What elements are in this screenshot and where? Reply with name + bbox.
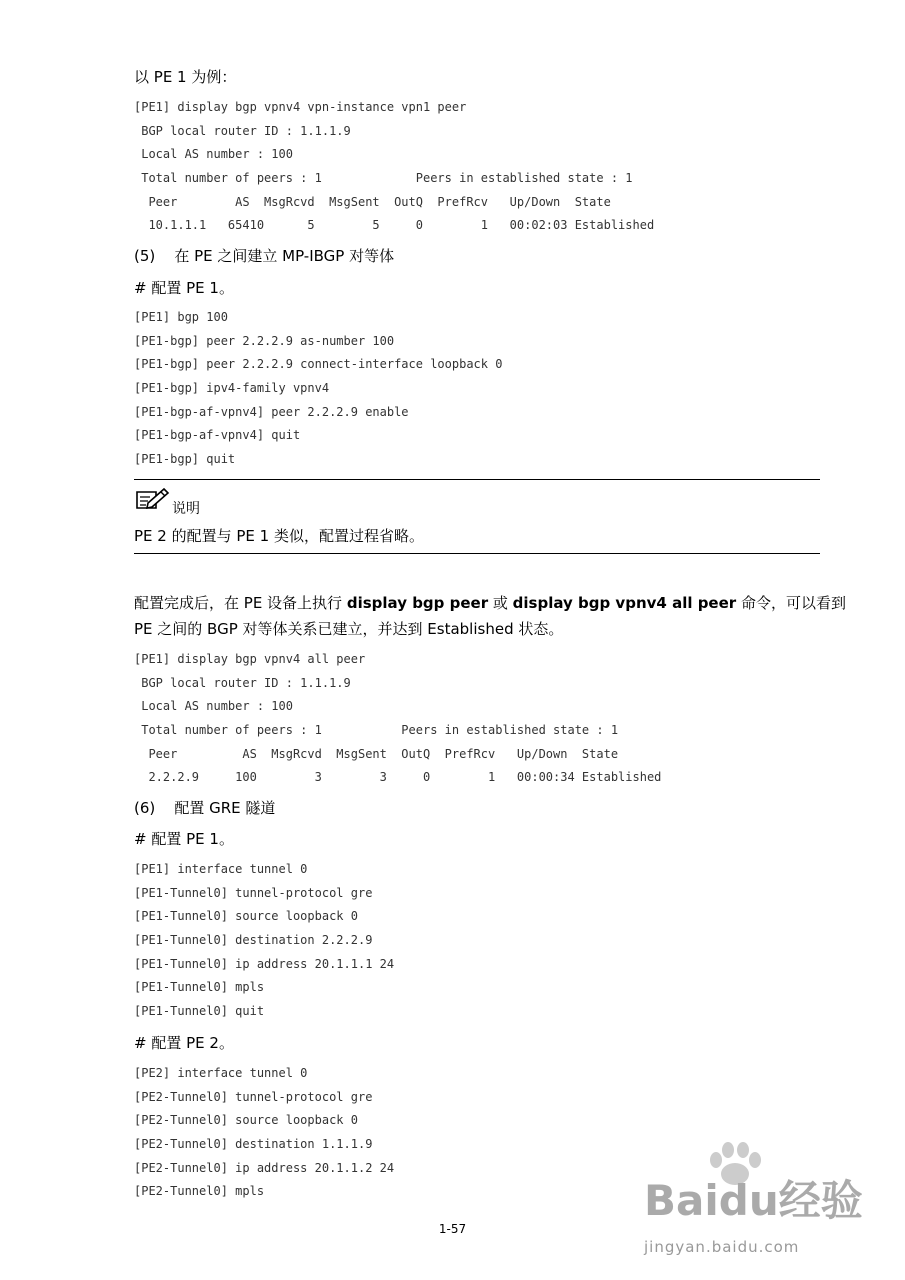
result-paragraph-line-2: PE 之间的 BGP 对等体关系已建立，并达到 Established 状态。 [134,620,564,638]
para-text-1: 配置完成后，在 PE 设备上执行 [134,594,347,612]
page-number: 1-57 [438,1222,467,1236]
code-block-peer-all: [PE1] display bgp vpnv4 all peer BGP local router ID : 1.1.1.9 Local AS number : 100 Total number of peers : 1 Peers in established state : 1 Peer AS MsgRcvd MsgSent OutQ PrefRcv Up/Down State 2.2.2.9 100 3 3 0 1 00:00:34 Established [134,652,662,785]
note-title: 说明 [172,501,200,517]
code-block-bgp-config: [PE1] bgp 100 [PE1-bgp] peer 2.2.2.9 as-number 100 [PE1-bgp] peer 2.2.2.9 connect-interface loopback 0 [PE1-bgp] ipv4-family vpnv4 [PE1-bgp-af-vpnv4] peer 2.2.2.9 enable [PE1-bgp-af-vpnv4] quit [PE1-bgp] quit [134,310,503,466]
config-pe1-heading-2: # 配置 PE 1。 [134,830,234,848]
config-pe1-heading: # 配置 PE 1。 [134,279,234,297]
code-block-tunnel-pe1: [PE1] interface tunnel 0 [PE1-Tunnel0] tunnel-protocol gre [PE1-Tunnel0] source loopback 0 [PE1-Tunnel0] destination 2.2.2.9 [PE1-Tunnel0] ip address 20.1.1.1 24 [PE1-Tunnel0] mpls [PE1-Tunnel0] quit [134,862,395,1018]
step-6-heading: (6) 配置 GRE 隧道 [134,799,276,817]
command-display-bgp-peer: display bgp peer [346,594,489,612]
note-body: PE 2 的配置与 PE 1 类似，配置过程省略。 [134,527,424,545]
command-display-bgp-vpnv4-all-peer: display bgp vpnv4 all peer [512,594,737,612]
note-pencil-icon [134,486,170,512]
note-top-rule [134,479,820,480]
code-block-tunnel-pe2: [PE2] interface tunnel 0 [PE2-Tunnel0] tunnel-protocol gre [PE2-Tunnel0] source loopback 0 [PE2-Tunnel0] destination 1.1.1.9 [PE2-Tunnel0] ip address 20.1.1.2 24 [PE2-Tunnel0] mpls [134,1066,395,1199]
para-text-3: 命令，可以看到 [736,594,846,612]
note-bottom-rule [134,553,820,554]
step-5-heading: (5) 在 PE 之间建立 MP-IBGP 对等体 [134,247,395,265]
code-block-peer-vpn1: [PE1] display bgp vpnv4 vpn-instance vpn1 peer BGP local router ID : 1.1.1.9 Local AS number : 100 Total number of peers : 1 Peers in established state : 1 Peer AS MsgRcvd MsgSent OutQ PrefRcv Up/Down State 10.1.1.1 65410 5 5 0 1 00:02:03 Established [134,100,655,233]
intro-text: 以 PE 1 为例： [134,68,237,86]
config-pe2-heading: # 配置 PE 2。 [134,1034,234,1052]
result-paragraph-line-1 [134,592,846,613]
para-text-2: 或 [488,594,513,612]
watermark-url: jingyan.baidu.com [644,1238,800,1256]
watermark-logo: Baidu经验 [644,1176,863,1225]
